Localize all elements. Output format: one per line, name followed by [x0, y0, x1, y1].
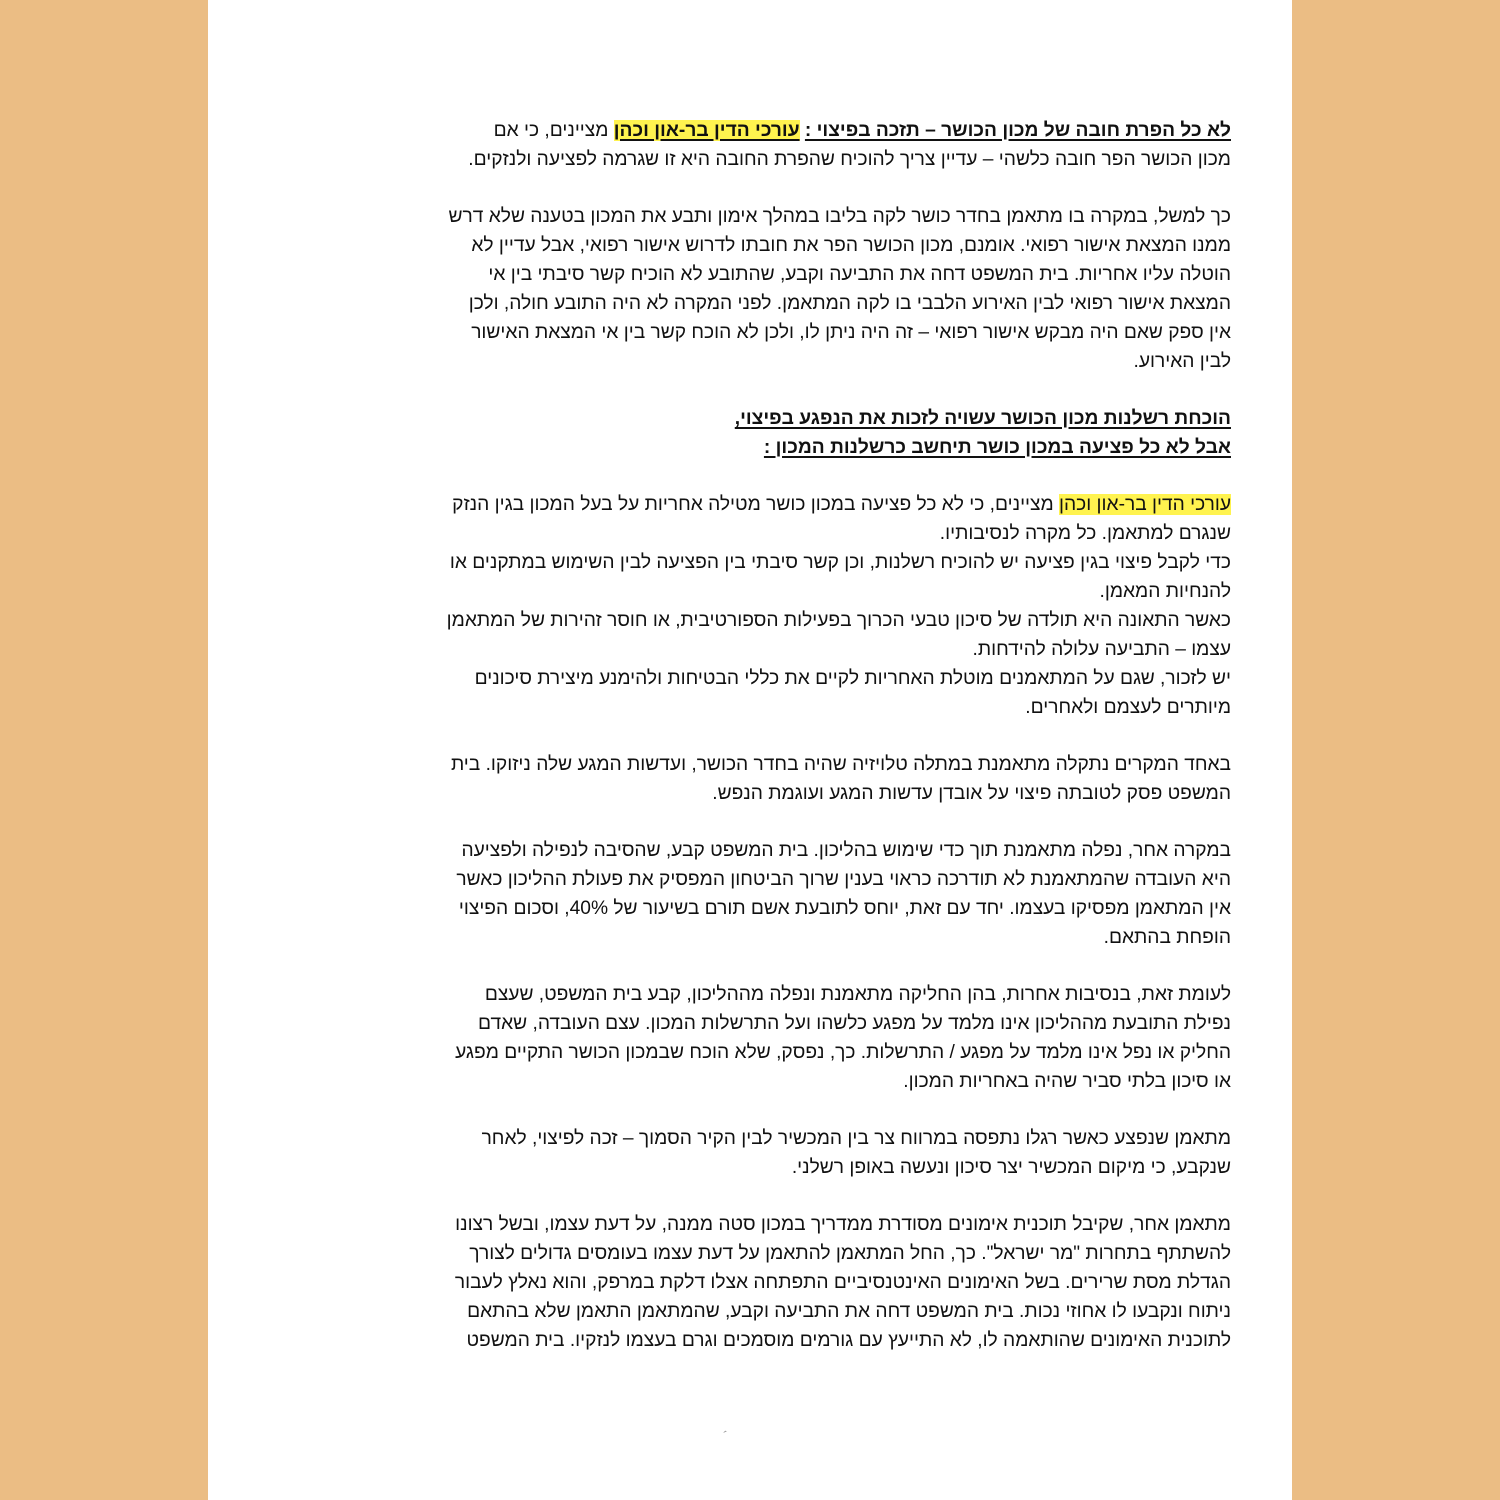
heading-line-1 — [381, 116, 1231, 145]
section-heading: הוכחת רשלנות מכון הכושר עשויה לזכות את הנפגע בפיצוי, — [734, 408, 1231, 429]
paragraph-line — [381, 490, 1231, 519]
paragraph-line: ניתוח ונקבעו לו אחוזי נכות. בית המשפט דחה את התביעה וקבע, שהמתאמן התאמן שלא בהתאם — [467, 1301, 1231, 1322]
paragraph-line: שנגרם למתאמן. כל מקרה לנסיבותיו. — [939, 523, 1231, 544]
paragraph-line: כך למשל, במקרה בו מתאמן בחדר כושר לקה בליבו במהלך אימון ותבע את המכון בטענה שלא דרש — [448, 206, 1231, 227]
paragraph-line: מתאמן שנפצע כאשר רגלו נתפסה במרווח צר בין המכשיר לבין הקיר הסמוך – זכה לפיצוי, לאחר — [481, 1128, 1231, 1149]
scan-speck: ´ — [720, 1427, 729, 1445]
paragraph-line: במקרה אחר, נפלה מתאמנת תוך כדי שימוש בהליכון. בית המשפט קבע, שהסיבה לנפילה ולפציעה — [461, 840, 1231, 861]
paragraph-line: מכון הכושר הפר חובה כלשהי – עדיין צריך להוכיח שהפרת החובה היא זו שגרמה לפציעה ולנזקים. — [468, 149, 1231, 170]
paragraph-line: כאשר התאונה היא תולדה של סיכון טבעי הכרוך בפעילות הספורטיבית, או חוסר זהירות של המתאמן — [446, 610, 1231, 631]
paragraph-line: יש לזכור, שגם על המתאמנים מוטלת האחריות לקיים את כללי הבטיחות ולהימנע מיצירת סיכונים — [474, 668, 1231, 689]
paragraph-line: החליק או נפל אינו מלמד על מפגע / התרשלות. כך, נפסק, שלא הוכח שבמכון הכושר התקיים מפגע — [455, 1042, 1231, 1063]
paragraph-gap — [381, 376, 1231, 404]
paragraph-gap — [381, 808, 1231, 836]
document-body — [381, 116, 1231, 1355]
paragraph-line: המשפט פסק לטובתה פיצוי על אובדן עדשות המגע ועוגמת הנפש. — [712, 783, 1231, 804]
paragraph-gap — [381, 1096, 1231, 1124]
paragraph-line: המצאת אישור רפואי לבין האירוע הלבבי בו לקה המתאמן. לפני המקרה לא היה התובע חולה, ולכן — [468, 293, 1231, 314]
paragraph-line: נפילת התובעת מההליכון אינו מלמד על מפגע כלשהו ועל התרשלות המכון. עצם העובדה, שאדם — [478, 1013, 1231, 1034]
paragraph-line: ממנו המצאת אישור רפואי. אומנם, מכון הכושר הפר את חובתו לדרוש אישור רפואי, אבל עדיין לא — [471, 235, 1231, 256]
paragraph-line: כדי לקבל פיצוי בגין פציעה יש להוכיח רשלנות, וכן קשר סיבתי בין הפציעה לבין השימוש במתקנים או — [449, 552, 1231, 573]
paragraph-line: הגדלת מסת שרירים. בשל האימונים האינטנסיביים התפתחה אצלו דלקת במרפק, והוא נאלץ לעבור — [454, 1272, 1231, 1293]
document-page — [208, 0, 1292, 1500]
paragraph-line: אין ספק שאם היה מבקש אישור רפואי – זה היה ניתן לו, ולכן לא הוכח קשר בין אי המצאת האישור — [471, 322, 1231, 343]
heading-title: לא כל הפרת חובה של מכון הכושר – תזכה בפיצוי : — [804, 120, 1231, 141]
highlight-lawyers: עורכי הדין בר-און וכהן — [1059, 494, 1231, 515]
paragraph-line: הופחת בהתאם. — [1103, 927, 1231, 948]
highlight-lawyers: עורכי הדין בר-און וכהן — [613, 120, 800, 141]
paragraph-line: אין המתאמן מפסיקו בעצמו. יחד עם זאת, יוחס לתובעת אשם תורם בשיעור של 40%, וסכום הפיצוי — [458, 898, 1231, 919]
paragraph-gap — [381, 462, 1231, 490]
paragraph-line: מתאמן אחר, שקיבל תוכנית אימונים מסודרת ממדריך במכון סטה ממנה, על דעת עצמו, ובשל רצונו — [455, 1214, 1231, 1235]
section-heading: אבל לא כל פציעה במכון כושר תיחשב כרשלנות המכון : — [763, 437, 1231, 458]
paragraph-line: הוטלה עליו אחריות. בית המשפט דחה את התביעה וקבע, שהתובע לא הוכיח קשר סיבתי בין אי — [488, 264, 1231, 285]
paragraph-line: באחד המקרים נתקלה מתאמנת במתלה טלויזיה שהיה בחדר הכושר, ועדשות המגע שלה ניזוקו. בית — [450, 754, 1231, 775]
paragraph-line: לתוכנית האימונים שהותאמה לו, לא התייעץ עם גורמים מוסמכים וגרם בעצמו לנזקיו. בית המשפט — [466, 1330, 1231, 1351]
paragraph-line: שנקבע, כי מיקום המכשיר יצר סיכון ונעשה באופן רשלני. — [791, 1157, 1231, 1178]
paragraph-text: מציינים, כי לא כל פציעה במכון כושר מטילה אחריות על בעל המכון בגין הנזק — [452, 494, 1060, 515]
paragraph-line: מיותרים לעצמם ולאחרים. — [1025, 697, 1231, 718]
heading-rest: מציינים, כי אם — [493, 120, 614, 141]
paragraph-line: לבין האירוע. — [1133, 351, 1231, 372]
paragraph-line: לעומת זאת, בנסיבות אחרות, בהן החליקה מתאמנת ונפלה מההליכון, קבע בית המשפט, שעצם — [484, 984, 1231, 1005]
paragraph-line: או סיכון בלתי סביר שהיה באחריות המכון. — [903, 1071, 1231, 1092]
paragraph-gap — [381, 952, 1231, 980]
paragraph-line: להשתתף בתחרות "מר ישראל". כך, החל המתאמן להתאמן על דעת עצמו בעומסים גדולים לצורך — [469, 1243, 1231, 1264]
paragraph-line: להנחיות המאמן. — [1099, 581, 1231, 602]
paragraph-gap — [381, 722, 1231, 750]
paragraph-gap — [381, 174, 1231, 202]
paragraph-line: היא העובדה שהמתאמנת לא תודרכה כראוי בענין שרוך הביטחון המפסיק את פעולת ההליכון כאשר — [456, 869, 1231, 890]
paragraph-gap — [381, 1182, 1231, 1210]
paragraph-line: עצמו – התביעה עלולה להידחות. — [972, 639, 1231, 660]
